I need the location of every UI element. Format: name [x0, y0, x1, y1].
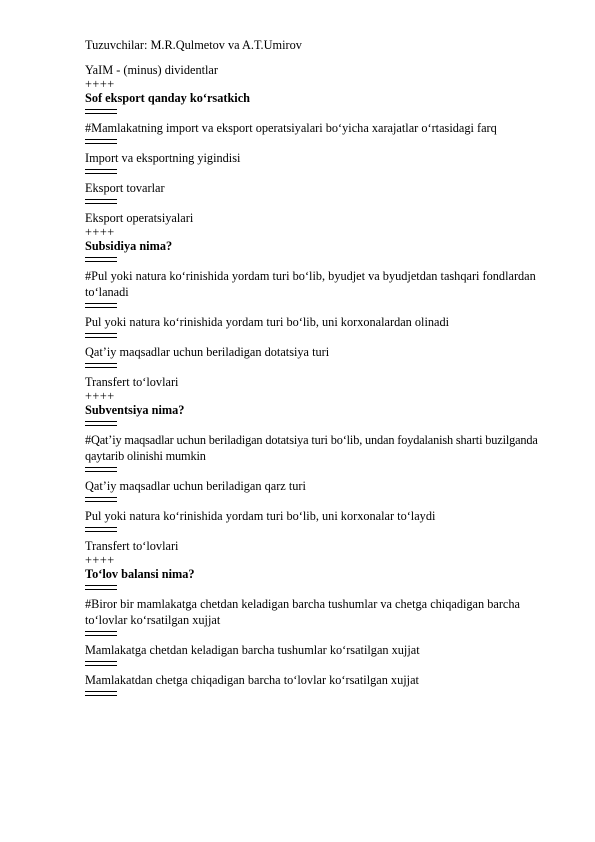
answer-line: Mamlakatdan chetga chiqadigan barcha to‘lovlar ko‘rsatilgan xujjat: [85, 673, 419, 687]
separator: [85, 139, 117, 144]
document-content: [85, 38, 560, 702]
question-marker: ++++: [85, 389, 115, 403]
separator: [85, 691, 117, 696]
separator: [85, 585, 117, 590]
answer-line: Eksport tovarlar: [85, 181, 165, 195]
answer-line: #Biror bir mamlakatga chetdan keladigan barcha tushumlar va chetga chiqadigan barcha to‘lovlar ko‘rsatilgan xujjat: [85, 597, 520, 627]
answer-line: Pul yoki natura ko‘rinishida yordam turi bo‘lib, uni korxonalar to‘laydi: [85, 509, 436, 523]
answer-line: Eksport operatsiyalari: [85, 211, 194, 225]
separator: [85, 257, 117, 262]
answer-line: Qat’iy maqsadlar uchun beriladigan qarz turi: [85, 479, 306, 493]
separator: [85, 333, 117, 338]
separator: [85, 527, 117, 532]
separator: [85, 497, 117, 502]
separator: [85, 363, 117, 368]
separator: [85, 109, 117, 114]
answer-line: Transfert to‘lovlari: [85, 375, 179, 389]
question-text: Subsidiya nima?: [85, 239, 173, 253]
question-marker: ++++: [85, 553, 115, 567]
answer-line: #Pul yoki natura ko‘rinishida yordam turi bo‘lib, byudjet va byudjetdan tashqari fondlardan to‘lanadi: [85, 269, 536, 299]
question-text: Subventsiya nima?: [85, 403, 185, 417]
separator: [85, 199, 117, 204]
separator: [85, 421, 117, 426]
answer-line: Mamlakatga chetdan keladigan barcha tushumlar ko‘rsatilgan xujjat: [85, 643, 420, 657]
question-marker: ++++: [85, 77, 115, 91]
answer-line: Transfert to‘lovlari: [85, 539, 179, 553]
answer-line: YaIM - (minus) dividentlar: [85, 63, 218, 77]
question-text: To‘lov balansi nima?: [85, 567, 195, 581]
separator: [85, 169, 117, 174]
answer-line: #Qat’iy maqsadlar uchun beriladigan dotatsiya turi bo‘lib, undan foydalanish sharti buzilganda qaytarib olinishi mumkin: [85, 433, 538, 463]
spacer: [85, 53, 560, 63]
answer-line: #Mamlakatning import va eksport operatsiyalari bo‘yicha xarajatlar o‘rtasidagi farq: [85, 121, 497, 135]
answer-line: Qat’iy maqsadlar uchun beriladigan dotatsiya turi: [85, 345, 330, 359]
separator: [85, 631, 117, 636]
answer-line: Import va eksportning yigindisi: [85, 151, 241, 165]
separator: [85, 661, 117, 666]
separator: [85, 303, 117, 308]
question-marker: ++++: [85, 225, 115, 239]
answer-line: Pul yoki natura ko‘rinishida yordam turi bo‘lib, uni korxonalardan olinadi: [85, 315, 450, 329]
separator: [85, 467, 117, 472]
authors-line: Tuzuvchilar: M.R.Qulmetov va A.T.Umirov: [85, 38, 302, 52]
question-text: Sof eksport qanday ko‘rsatkich: [85, 91, 251, 105]
